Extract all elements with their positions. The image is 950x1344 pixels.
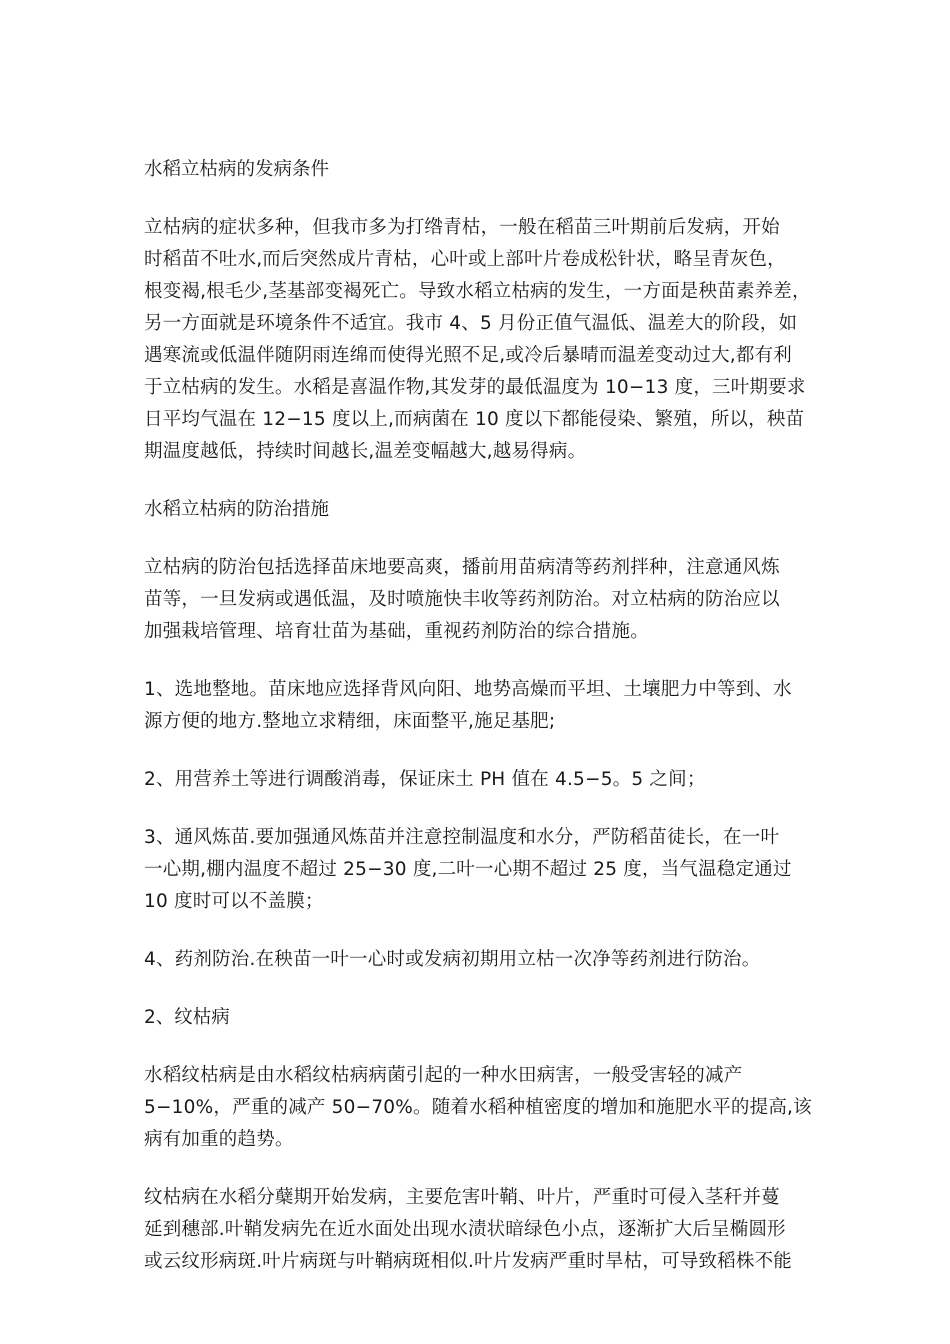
text-line: 期温度越低，持续时间越长,温差变幅越大,越易得病。 [144, 441, 587, 462]
paragraph [144, 674, 816, 738]
paragraph [144, 822, 816, 918]
text-line: 延到穗部.叶鞘发病先在近水面处出现水渍状暗绿色小点，逐渐扩大后呈椭圆形 [144, 1219, 786, 1240]
text-line: 时稻苗不吐水,而后突然成片青枯，心叶或上部叶片卷成松针状，略呈青灰色， [144, 249, 786, 270]
text-line: 一心期,棚内温度不超过 25−30 度,二叶一心期不超过 25 度，当气温稳定通过 [144, 859, 792, 880]
paragraph [144, 212, 816, 468]
text-line: 加强栽培管理、培育壮苗为基础，重视药剂防治的综合措施。 [144, 621, 649, 642]
text-line: 纹枯病在水稻分蘖期开始发病，主要危害叶鞘、叶片，严重时可侵入茎秆并蔓 [144, 1187, 780, 1208]
paragraph [144, 1182, 816, 1278]
paragraph [144, 1060, 816, 1156]
text-line: 2、用营养土等进行调酸消毒，保证床土 PH 值在 4.5−5。5 之间； [144, 769, 706, 790]
text-line: 水稻立枯病的防治措施 [144, 499, 330, 520]
text-line: 于立枯病的发生。水稻是喜温作物,其发芽的最低温度为 10−13 度，三叶期要求 [144, 377, 806, 398]
text-line: 水稻纹枯病是由水稻纹枯病病菌引起的一种水田病害，一般受害轻的减产 [144, 1065, 743, 1086]
text-line: 遇寒流或低温伴随阴雨连绵而使得光照不足,或冷后暴晴而温差变动过大,都有利 [144, 345, 792, 366]
section-heading [144, 154, 816, 186]
section-heading [144, 1002, 816, 1034]
text-line: 水稻立枯病的发病条件 [144, 159, 330, 180]
text-line: 或云纹形病斑.叶片病斑与叶鞘病斑相似.叶片发病严重时旱枯，可导致稻株不能 [144, 1251, 792, 1272]
text-line: 根变褐,根毛少,茎基部变褐死亡。导致水稻立枯病的发生，一方面是秧苗素养差， [144, 281, 811, 302]
text-line: 源方便的地方.整地立求精细，床面整平,施足基肥; [144, 711, 556, 732]
paragraph [144, 764, 816, 796]
section-heading [144, 494, 816, 526]
text-line: 立枯病的防治包括选择苗床地要高爽，播前用苗病清等药剂拌种，注意通风炼 [144, 557, 780, 578]
text-line: 5−10%，严重的减产 50−70%。随着水稻种植密度的增加和施肥水平的提高,该 [144, 1097, 812, 1118]
text-line: 3、通风炼苗.要加强通风炼苗并注意控制温度和水分，严防稻苗徒长，在一叶 [144, 827, 780, 848]
text-line: 日平均气温在 12−15 度以上,而病菌在 10 度以下都能侵染、繁殖，所以，秧苗 [144, 409, 805, 430]
text-line: 另一方面就是环境条件不适宜。我市 4、5 月份正值气温低、温差大的阶段，如 [144, 313, 798, 334]
text-line: 1、选地整地。苗床地应选择背风向阳、地势高燥而平坦、土壤肥力中等到、水 [144, 679, 792, 700]
text-line: 4、药剂防治.在秧苗一叶一心时或发病初期用立枯一次净等药剂进行防治。 [144, 949, 761, 970]
text-line: 病有加重的趋势。 [144, 1129, 294, 1150]
paragraph [144, 944, 816, 976]
text-line: 苗等，一旦发病或遇低温，及时喷施快丰收等药剂防治。对立枯病的防治应以 [144, 589, 780, 610]
text-line: 立枯病的症状多种，但我市多为打绺青枯，一般在稻苗三叶期前后发病，开始 [144, 217, 780, 238]
document-page [144, 154, 816, 1278]
paragraph [144, 552, 816, 648]
text-line: 2、纹枯病 [144, 1007, 230, 1028]
text-line: 10 度时可以不盖膜； [144, 891, 324, 912]
